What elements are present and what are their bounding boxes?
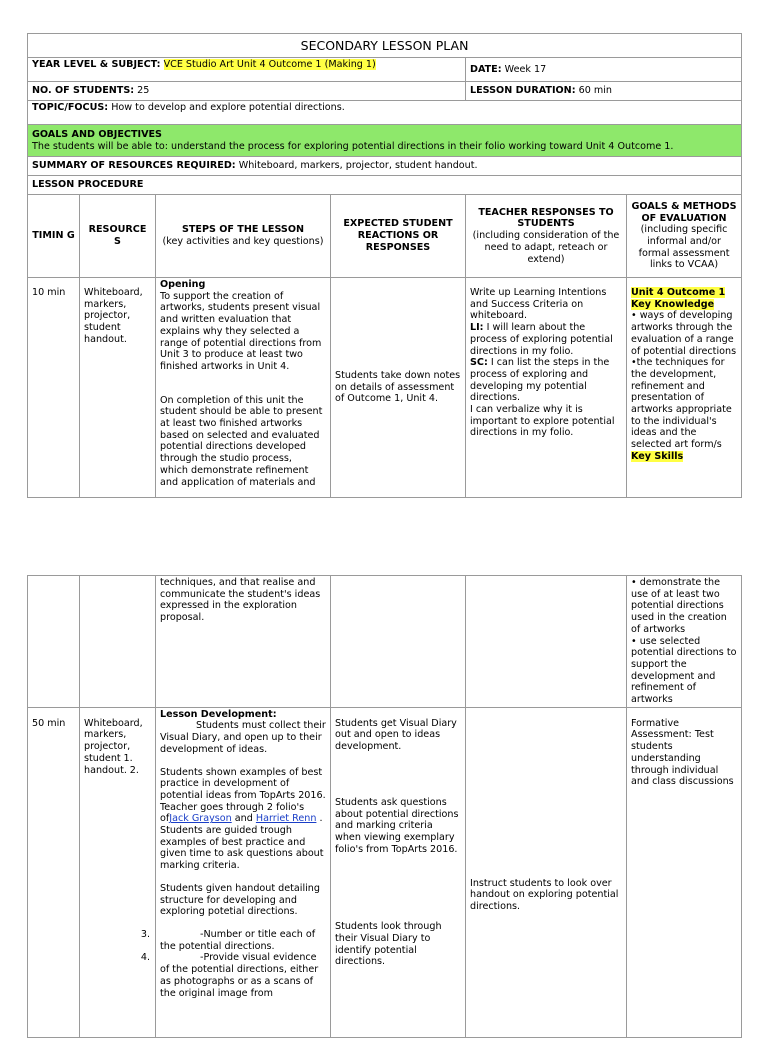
col-header-goals (627, 195, 742, 278)
li-label: LI: (470, 322, 484, 334)
row1-timing: 10 min (28, 278, 80, 498)
row2-steps-p3: Students given handout detailing structure for developing and exploring potetial directions. (160, 882, 320, 918)
col-header-steps (156, 195, 331, 278)
row2-res-1 (84, 718, 151, 765)
teacher-header-title: TEACHER RESPONSES TO STUDENTS (478, 206, 614, 230)
cont-goals-bullet-1: • demonstrate the use of at least two potential directions used in the creation of artworks (631, 577, 727, 635)
page-title: SECONDARY LESSON PLAN (28, 34, 742, 58)
duration-label: LESSON DURATION: (470, 85, 576, 97)
row1-teacher-sc (470, 357, 622, 404)
row2-timing: 50 min (28, 707, 80, 1037)
res-1-text: Whiteboard, markers, projector, student (84, 717, 143, 764)
row1-steps (156, 278, 331, 498)
steps-header-sub: (key activities and key questions) (162, 236, 324, 247)
row1-resources: Whiteboard, markers, projector, student handout. (80, 278, 156, 498)
goals-bullet-1: • ways of developing artworks through the evaluation of a range of potential directions (631, 310, 737, 357)
row1-steps-heading: Opening (160, 279, 206, 290)
row1-goals (627, 278, 742, 498)
steps-p2a: Students shown examples of best practice in development of potential ideas from TopArts 2016. Teacher goes through 2 folio's of (160, 766, 326, 825)
goals-key-skills: Key Skills (631, 450, 684, 462)
row2-expected-p2: Students ask questions about potential directions and marking criteria when viewing exemplary folio's from TopArts 2016. (335, 796, 459, 855)
col-header-resources: RESOURCE S (80, 195, 156, 278)
row2-steps-p5 (140, 952, 326, 999)
row2-steps-p4 (140, 928, 326, 952)
row1-expected: Students take down notes on details of assessment of Outcome 1, Unit 4. (331, 278, 466, 498)
students-value: 25 (137, 85, 150, 97)
row1-steps-p3: which demonstrate refinement and application of materials and (160, 464, 316, 488)
goals-key-knowledge: Key Knowledge (631, 298, 715, 310)
goals-header-title: GOALS & METHODS OF EVALUATION (631, 200, 737, 224)
res-2-text: handout. (84, 764, 127, 776)
date-label: DATE: (470, 63, 502, 75)
procedure-heading: LESSON PROCEDURE (28, 176, 742, 195)
res-1-num: 1. (123, 752, 133, 764)
col-header-teacher (466, 195, 627, 278)
teacher-header-sub: (including consideration of the need to adapt, reteach or extend) (472, 230, 620, 265)
row1-teacher (466, 278, 627, 498)
steps-header-title: STEPS OF THE LESSON (181, 224, 305, 236)
steps-p2b: . Students are guided trough examples of best practice and given time to ask questions about marking criteria. (160, 813, 324, 872)
num-4: 4. (140, 952, 150, 964)
resources-label: SUMMARY OF RESOURCES REQUIRED: (32, 160, 236, 172)
row2-steps (140, 707, 331, 1037)
row2-steps-p2 (160, 767, 326, 872)
goals-header-sub: (including specific informal and/or formal assessment links to VCAA) (638, 224, 730, 271)
li-text: I will learn about the process of exploring potential directions in my folio. (470, 322, 613, 357)
goals-heading: GOALS AND OBJECTIVES (32, 128, 162, 140)
duration-value: 60 min (578, 85, 612, 97)
steps-p5: -Provide visual evidence of the potential directions, either as photographs or as a scans of the original image from (160, 952, 319, 999)
resources-value: Whiteboard, markers, projector, student handout. (238, 160, 478, 172)
sc-text: I can list the steps in the process of exploring and developing my potential directions. (470, 357, 610, 404)
year-level-value: VCE Studio Art Unit 4 Outcome 1 (Making 1) (163, 59, 376, 70)
topic-value: How to develop and explore potential directions. (111, 102, 345, 113)
cont-expected (331, 576, 466, 708)
row2-goals: Formative Assessment: Test students understanding through individual and class discussions (627, 707, 742, 1037)
goals-bullet-2: •the techniques for the development, refinement and presentation of artworks appropriate to the individual's ideas and the selected art form/s (631, 357, 732, 451)
cont-teacher (466, 576, 627, 708)
steps-and: and (234, 813, 253, 825)
cont-resources (80, 576, 156, 708)
link-jack-grayson[interactable]: Jack Grayson (169, 813, 232, 825)
row2-steps-heading: Lesson Development: (160, 708, 277, 720)
cont-timing (28, 576, 80, 708)
row2-teacher: Instruct students to look over handout on exploring potential directions. (466, 707, 627, 1037)
year-level-cell (28, 58, 466, 82)
date-cell (466, 58, 742, 82)
row1-teacher-li (470, 322, 622, 357)
students-cell (28, 82, 466, 101)
row2-res-2 (84, 765, 151, 777)
cont-goals (627, 576, 742, 708)
date-value: Week 17 (504, 63, 547, 75)
col-header-expected: EXPECTED STUDENT REACTIONS OR RESPONSES (331, 195, 466, 278)
res-2-num: 2. (129, 764, 139, 776)
row2-expected-p3: Students look through their Visual Diary to identify potential directions. (335, 921, 442, 968)
students-label: NO. OF STUDENTS: (32, 85, 135, 97)
sc-label: SC: (470, 357, 488, 369)
resources-summary-cell (28, 157, 742, 176)
cont-goals-bullet-2: • use selected potential directions to support the development and refinement of artworks (631, 635, 737, 706)
topic-label: TOPIC/FOCUS: (32, 102, 109, 113)
goals-text: The students will be able to: understand the process for exploring potential directions in their folio working toward Unit 4 Outcome 1. (32, 140, 674, 152)
goals-unit-outcome: Unit 4 Outcome 1 (631, 287, 726, 298)
link-harriet-renn[interactable]: Harriet Renn (255, 813, 317, 825)
duration-cell (466, 82, 742, 101)
col-header-timing: TIMIN G (28, 195, 80, 278)
row1-steps-p2: On completion of this unit the student should be able to present at least two finished artworks based on selected and evaluated potential directions developed through the studio process, (160, 394, 323, 465)
steps-p4: -Number or title each of the potential directions. (160, 928, 316, 952)
row2-resources (80, 707, 156, 1037)
row2-steps-p1: Students must collect their Visual Diary, and open up to their development of ideas. (160, 720, 326, 755)
row2-expected (331, 707, 466, 1037)
cont-steps: techniques, and that realise and communicate the student's ideas expressed in the exploration proposal. (156, 576, 331, 708)
num-3: 3. (140, 928, 150, 940)
row1-teacher-p4: I can verbalize why it is important to explore potential directions in my folio. (470, 404, 615, 439)
year-level-label: YEAR LEVEL & SUBJECT: (32, 59, 161, 70)
row1-teacher-p1: Write up Learning Intentions and Success Criteria on whiteboard. (470, 287, 607, 322)
row1-steps-p1: To support the creation of artworks, students present visual and written evaluation that explains why they selected a range of potential directions from Unit 3 to produce at least two finished artworks in Unit 4. (160, 290, 322, 372)
row2-expected-p1: Students get Visual Diary out and open to ideas development. (335, 717, 457, 753)
lesson-plan-table-page2 (27, 575, 742, 1038)
goals-objectives-cell (28, 125, 742, 157)
topic-cell (28, 101, 742, 125)
lesson-plan-table-page1 (27, 33, 742, 498)
